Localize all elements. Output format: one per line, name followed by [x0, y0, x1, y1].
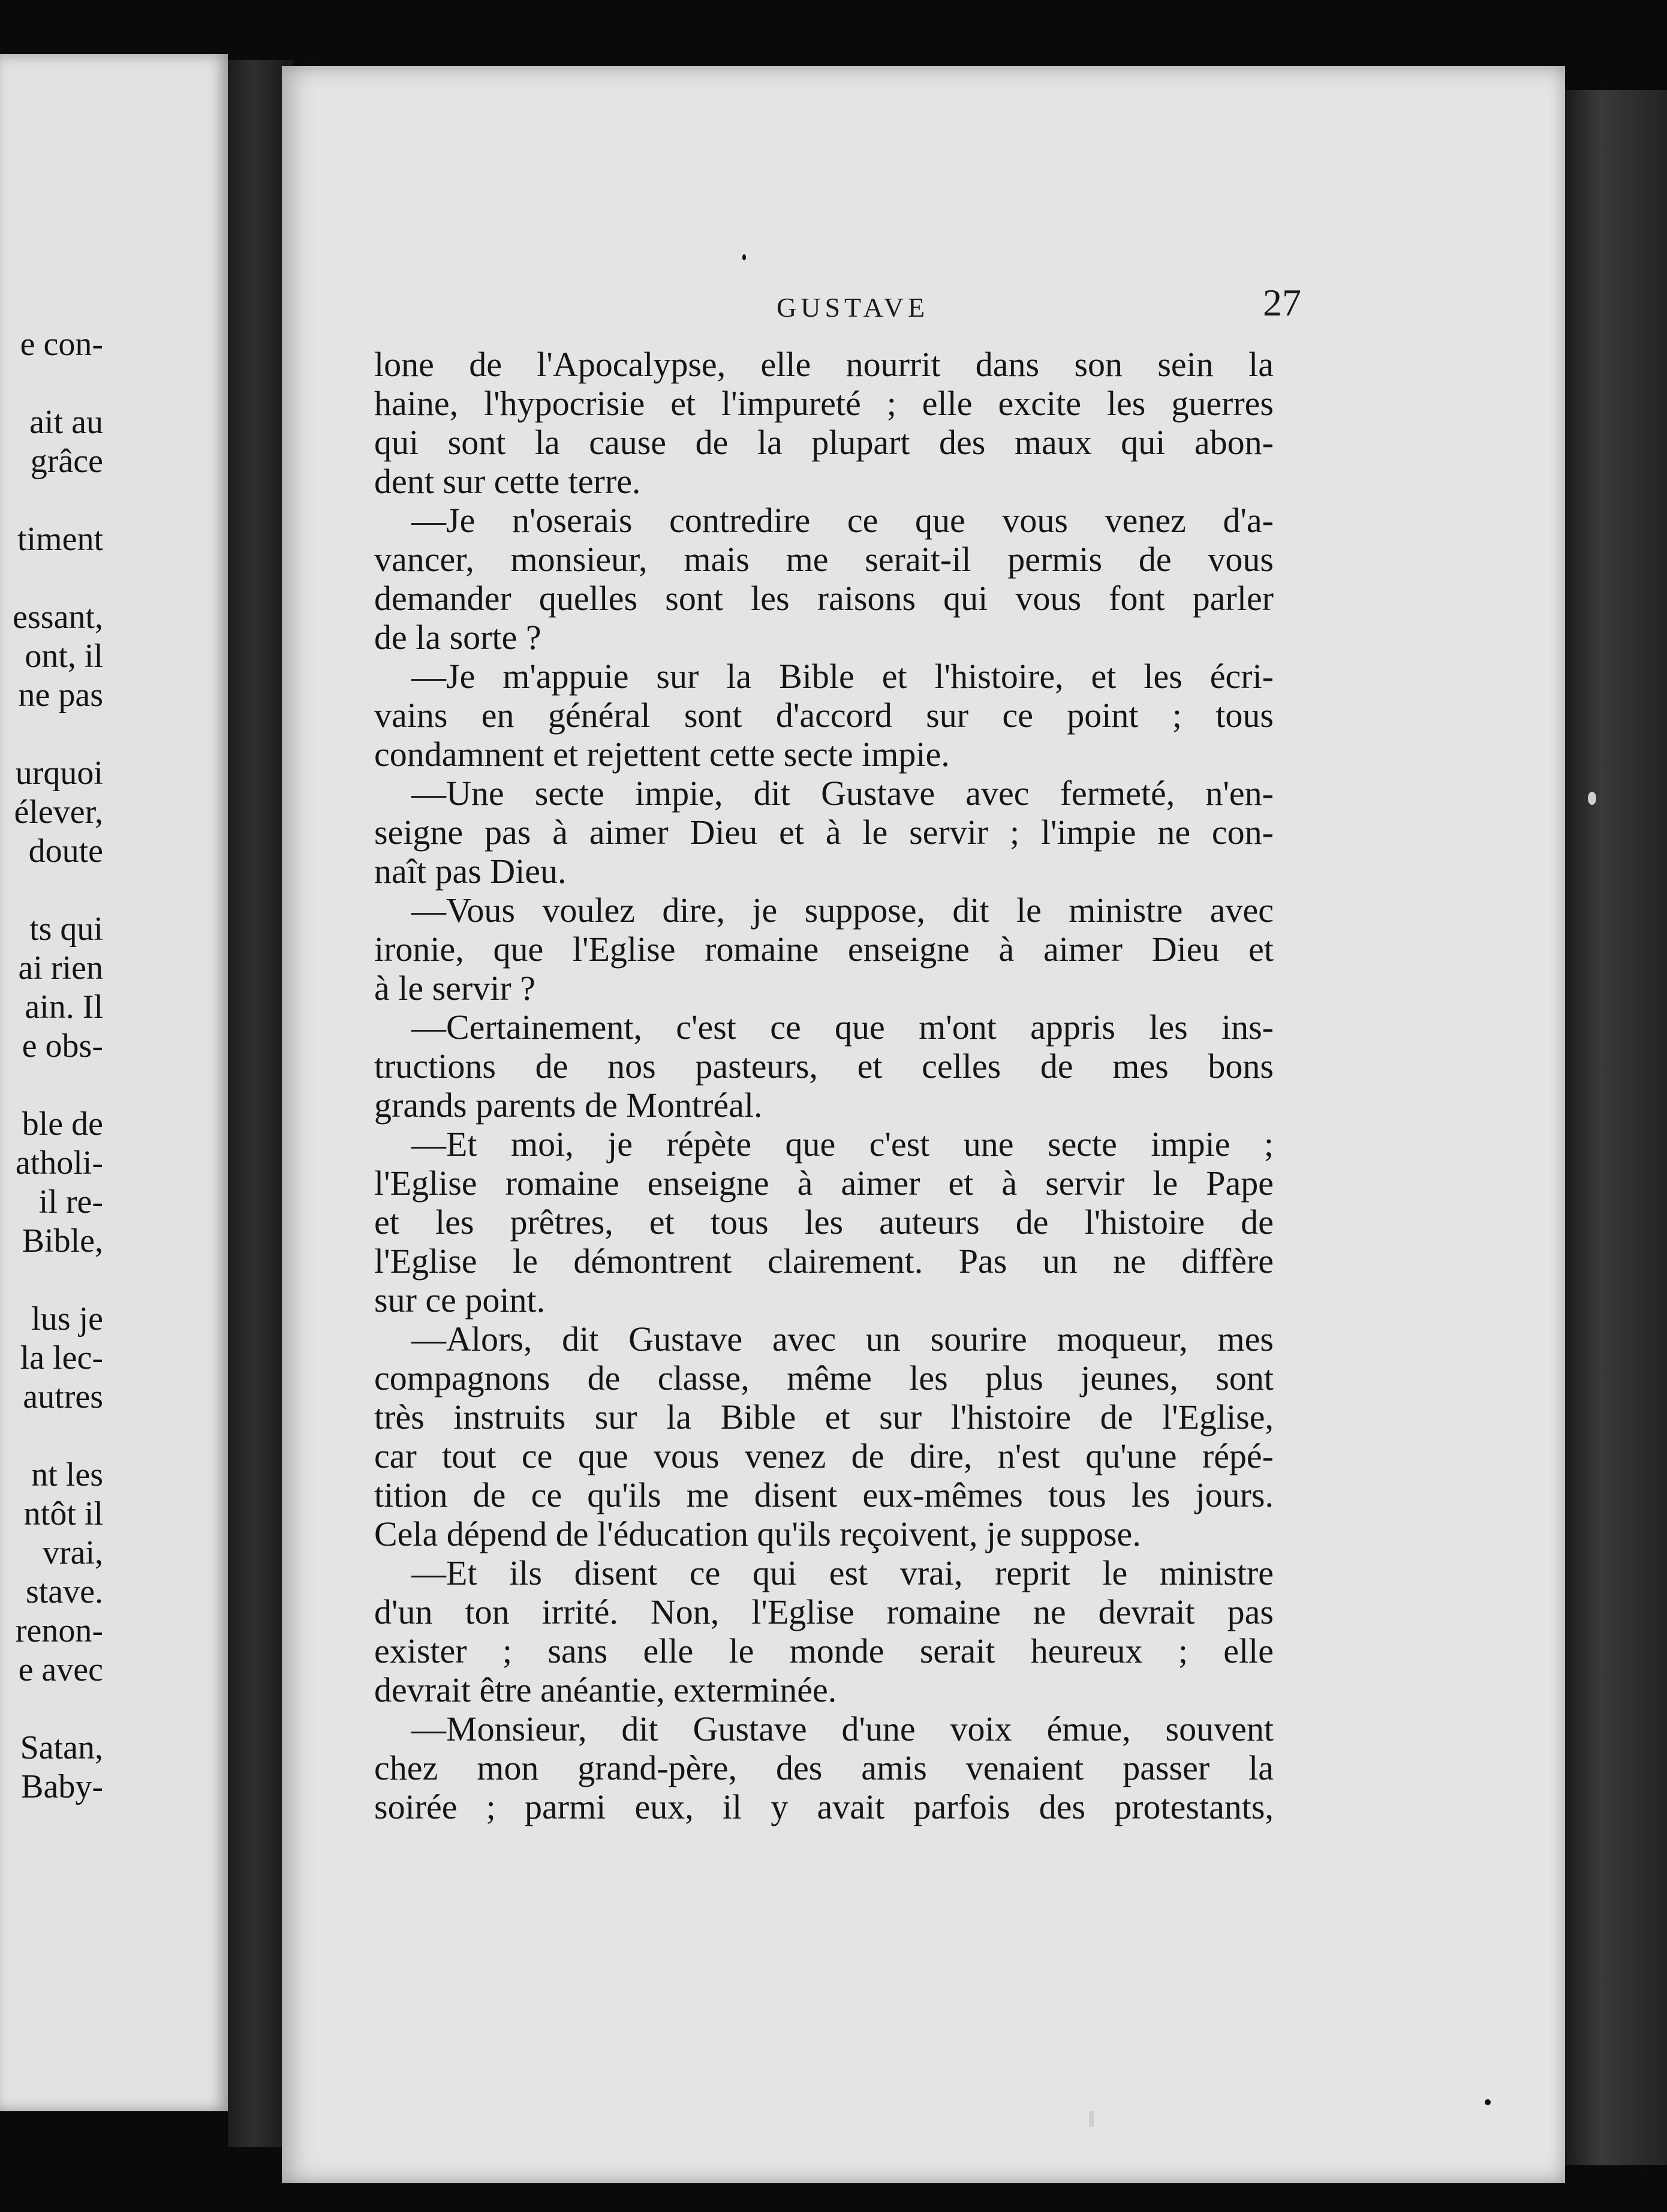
text-line: Cela dépend de l'éducation qu'ils reçoivent, je suppose.: [374, 1514, 1141, 1553]
text-line: —Certainement, c'est ce que m'ont appris les ins-: [411, 1008, 1274, 1047]
text-line: —Une secte impie, dit Gustave avec fermeté, n'en-: [411, 774, 1274, 813]
facing-page-line: ble de: [22, 1105, 103, 1143]
text-line: chez mon grand-père, des amis venaient passer la: [374, 1748, 1274, 1787]
facing-page-line: autres: [23, 1378, 103, 1415]
text-line: lone de l'Apocalypse, elle nourrit dans son sein la: [374, 345, 1274, 384]
text-line: haine, l'hypocrisie et l'impureté ; elle excite les guerres: [374, 384, 1274, 423]
running-title: GUSTAVE: [777, 292, 929, 323]
facing-page-line: vrai,: [42, 1534, 103, 1571]
text-line: tition de ce qu'ils me disent eux-mêmes tous les jours.: [374, 1475, 1274, 1514]
text-line: l'Eglise le démontrent clairement. Pas un ne diffère: [374, 1242, 1274, 1281]
facing-page-line: e obs-: [22, 1027, 103, 1065]
page-number: 27: [1263, 281, 1301, 324]
facing-page-line: renon-: [15, 1612, 103, 1649]
text-line: —Et moi, je répète que c'est une secte impie ;: [411, 1125, 1274, 1164]
book-page: [282, 66, 1565, 2183]
facing-page-line: doute: [28, 832, 103, 870]
facing-page-line: grâce: [30, 443, 103, 480]
facing-page-line: ain. Il: [25, 988, 103, 1026]
facing-page: [0, 54, 228, 2111]
text-line: de la sorte ?: [374, 618, 541, 657]
text-line: et les prêtres, et tous les auteurs de l'histoire de: [374, 1203, 1274, 1242]
text-line: demander quelles sont les raisons qui vous font parler: [374, 579, 1274, 618]
facing-page-line: ait au: [29, 404, 103, 441]
facing-page-line: ai rien: [18, 949, 103, 987]
facing-page-line: stave.: [25, 1573, 103, 1610]
text-line: condamnent et rejettent cette secte impie.: [374, 735, 950, 774]
text-line: —Et ils disent ce qui est vrai, reprit le ministre: [411, 1553, 1274, 1592]
facing-page-line: timent: [17, 521, 103, 558]
text-line: —Je m'appuie sur la Bible et l'histoire, et les écri-: [411, 657, 1274, 696]
scan-speck: [1485, 2099, 1491, 2105]
facing-page-line: ne pas: [18, 677, 103, 714]
facing-page-line: la lec-: [20, 1339, 103, 1377]
scan-speck: [1588, 792, 1596, 805]
facing-page-line: e con-: [20, 326, 103, 363]
text-line: vains en général sont d'accord sur ce point ; tous: [374, 696, 1274, 735]
text-line: —Monsieur, dit Gustave d'une voix émue, souvent: [411, 1709, 1274, 1748]
facing-page-line: élever,: [14, 794, 103, 831]
text-line: exister ; sans elle le monde serait heureux ; elle: [374, 1631, 1274, 1670]
facing-page-line: e avec: [18, 1651, 103, 1688]
facing-page-line: atholi-: [15, 1144, 103, 1182]
text-line: d'un ton irrité. Non, l'Eglise romaine ne devrait pas: [374, 1592, 1274, 1631]
page-header: [282, 281, 1565, 335]
text-line: car tout ce que vous venez de dire, n'est qu'une répé-: [374, 1436, 1274, 1475]
text-line: compagnons de classe, même les plus jeunes, sont: [374, 1359, 1274, 1397]
facing-page-line: Satan,: [20, 1729, 103, 1766]
text-line: —Alors, dit Gustave avec un sourire moqueur, mes: [411, 1320, 1274, 1359]
text-line: devrait être anéantie, exterminée.: [374, 1670, 837, 1709]
text-line: qui sont la cause de la plupart des maux qui abon-: [374, 423, 1274, 462]
text-line: tructions de nos pasteurs, et celles de mes bons: [374, 1047, 1274, 1086]
text-line: l'Eglise romaine enseigne à aimer et à servir le Pape: [374, 1164, 1274, 1203]
facing-page-line: lus je: [31, 1300, 103, 1338]
text-line: très instruits sur la Bible et sur l'histoire de l'Eglise,: [374, 1397, 1274, 1436]
scan-speck: [1089, 2111, 1094, 2127]
text-line: vancer, monsieur, mais me serait-il permis de vous: [374, 540, 1274, 579]
facing-page-line: ont, il: [25, 638, 103, 675]
facing-page-line: urquoi: [15, 755, 103, 792]
facing-page-line: Baby-: [21, 1768, 103, 1805]
text-line: —Je n'oserais contredire ce que vous venez d'a-: [411, 501, 1274, 540]
facing-page-line: essant,: [13, 599, 103, 636]
text-line: soirée ; parmi eux, il y avait parfois des protestants,: [374, 1787, 1274, 1826]
scan-speck: [742, 254, 746, 260]
text-line: grands parents de Montréal.: [374, 1086, 763, 1125]
page-edge-shadow: [1565, 90, 1667, 2165]
facing-page-line: ts qui: [29, 910, 103, 948]
facing-page-line: il re-: [38, 1183, 103, 1221]
facing-page-line: Bible,: [22, 1222, 103, 1260]
text-line: dent sur cette terre.: [374, 462, 641, 501]
text-line: sur ce point.: [374, 1281, 546, 1320]
text-line: seigne pas à aimer Dieu et à le servir ; l'impie ne con-: [374, 813, 1274, 852]
text-line: naît pas Dieu.: [374, 852, 567, 891]
text-line: ironie, que l'Eglise romaine enseigne à aimer Dieu et: [374, 930, 1274, 969]
facing-page-line: ntôt il: [23, 1495, 103, 1532]
facing-page-line: nt les: [31, 1456, 103, 1493]
body-text: [374, 345, 1274, 1826]
text-line: —Vous voulez dire, je suppose, dit le ministre avec: [411, 891, 1274, 930]
text-line: à le servir ?: [374, 969, 535, 1008]
